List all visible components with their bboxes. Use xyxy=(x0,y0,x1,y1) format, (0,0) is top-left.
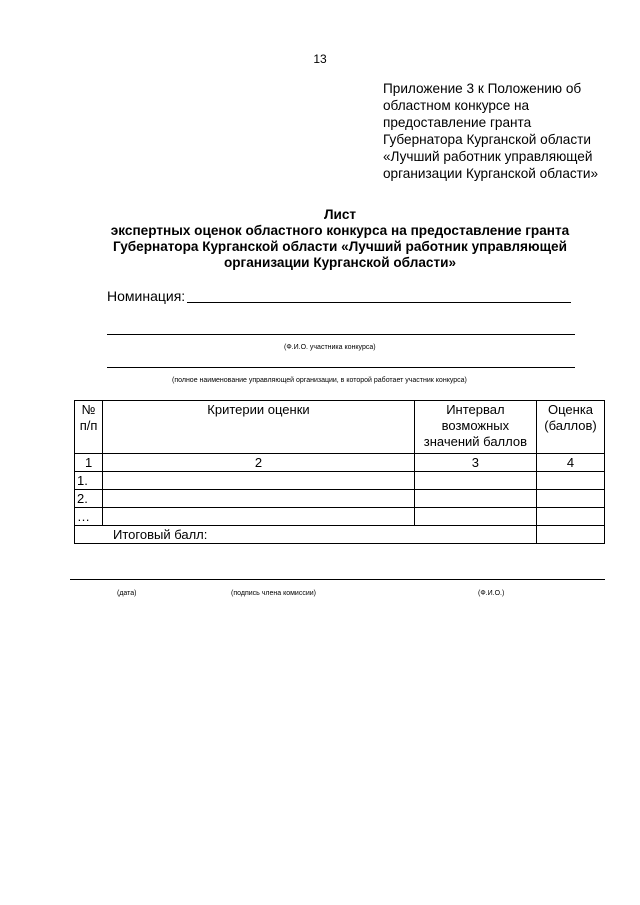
signature-line[interactable] xyxy=(70,579,605,580)
column-number: 3 xyxy=(414,454,536,472)
header-interval-line: значений баллов xyxy=(423,434,527,449)
appendix-line: Губернатора Курганской области xyxy=(383,132,591,147)
column-number: 4 xyxy=(537,454,605,472)
table-row xyxy=(75,472,605,490)
title-line: Губернатора Курганской области «Лучший работник управляющей xyxy=(113,239,567,254)
total-row xyxy=(75,526,605,544)
participant-name-line[interactable] xyxy=(107,334,575,335)
document-title xyxy=(0,207,640,271)
participant-caption: (Ф.И.О. участника конкурса) xyxy=(284,344,376,351)
header-criteria xyxy=(103,401,415,454)
name-caption: (Ф.И.О.) xyxy=(478,590,505,597)
organization-name-line[interactable] xyxy=(107,367,575,368)
title-line: организации Курганской области» xyxy=(223,255,457,270)
column-number: 1 xyxy=(75,454,103,472)
score-cell[interactable] xyxy=(537,472,605,490)
total-label: Итоговый балл: xyxy=(75,526,537,544)
row-number: … xyxy=(75,508,103,526)
header-score-line: (баллов) xyxy=(544,418,597,433)
table-header-row xyxy=(75,401,605,454)
date-caption: (дата) xyxy=(117,590,137,597)
appendix-line: предоставление гранта xyxy=(383,115,532,130)
header-interval-line: возможных xyxy=(441,418,510,433)
appendix-line: «Лучший работник управляющей xyxy=(383,149,593,164)
score-cell[interactable] xyxy=(537,508,605,526)
row-number: 2. xyxy=(75,490,103,508)
header-interval-line: Интервал xyxy=(446,402,505,417)
table-row xyxy=(75,508,605,526)
appendix-note xyxy=(383,80,633,182)
interval-cell[interactable] xyxy=(414,508,536,526)
evaluation-table xyxy=(74,400,605,544)
interval-cell[interactable] xyxy=(414,490,536,508)
title-line: Лист xyxy=(323,207,357,222)
title-line: экспертных оценок областного конкурса на предоставление гранта xyxy=(110,223,570,238)
score-cell[interactable] xyxy=(537,490,605,508)
header-number xyxy=(75,401,103,454)
header-criteria-text: Критерии оценки xyxy=(207,402,310,417)
criteria-cell[interactable] xyxy=(103,508,415,526)
header-interval xyxy=(414,401,536,454)
nomination-field-line[interactable] xyxy=(187,302,571,303)
criteria-cell[interactable] xyxy=(103,490,415,508)
signature-caption: (подпись члена комиссии) xyxy=(231,590,316,597)
row-number: 1. xyxy=(75,472,103,490)
header-number-line: № xyxy=(81,402,96,417)
header-score-line: Оценка xyxy=(548,402,594,417)
column-number-row xyxy=(75,454,605,472)
table-row xyxy=(75,490,605,508)
column-number: 2 xyxy=(103,454,415,472)
nomination-label: Номинация: xyxy=(107,288,186,304)
organization-caption: (полное наименование управляющей организации, в которой работает участник конкурса) xyxy=(172,377,467,384)
criteria-cell[interactable] xyxy=(103,472,415,490)
interval-cell[interactable] xyxy=(414,472,536,490)
appendix-line: Приложение 3 к Положению об xyxy=(383,81,582,96)
total-score-cell[interactable] xyxy=(537,526,605,544)
header-number-line: п/п xyxy=(79,418,98,433)
header-score xyxy=(537,401,605,454)
appendix-line: областном конкурсе на xyxy=(383,98,530,113)
page-number: 13 xyxy=(313,52,327,66)
appendix-line: организации Курганской области» xyxy=(383,166,599,181)
